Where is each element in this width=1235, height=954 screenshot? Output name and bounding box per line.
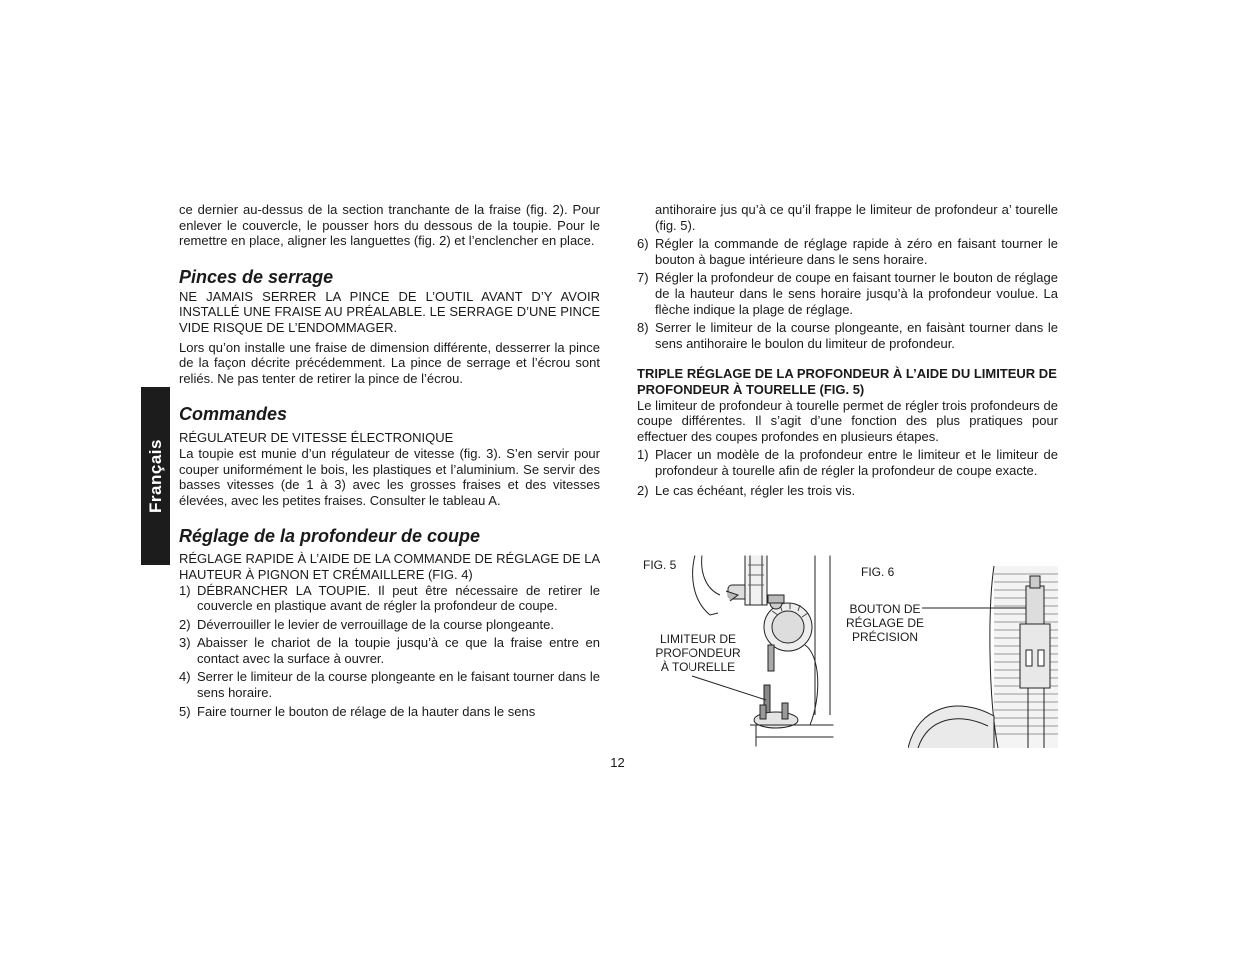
- language-tab: [141, 387, 170, 565]
- reglage-steps: [179, 583, 600, 720]
- list-item: 7) Régler la profondeur de coupe en faisant tourner le bouton de réglage de la hauteur dans le sens horaire jusqu’à la profondeur voulue. La flèche indique la plage de réglage.: [637, 270, 1058, 317]
- triple-body: Le limiteur de profondeur à tourelle permet de régler trois profondeurs de coupe différentes. Il s’agit d’une fonction des plus pratiques pour effectuer des coupes profondes en plusieurs étapes.: [637, 397, 1058, 444]
- list-item: 6) Régler la commande de réglage rapide à zéro en faisant tourner le bouton à bague intérieure dans le sens horaire.: [637, 236, 1058, 267]
- fig6-leader-line: [920, 600, 1030, 620]
- fig5-label: FIG. 5: [643, 558, 677, 572]
- triple-steps: [637, 447, 1058, 498]
- pinces-warning: NE JAMAIS SERRER LA PINCE DE L’OUTIL AVANT D’Y AVOIR INSTALLÉ UNE FRAISE AU PRÉALABLE. LE SERRAGE D’UNE PINCE VIDE RISQUE DE L’ENDOMMAGER.: [179, 288, 600, 335]
- list-item: 2) Déverrouiller le levier de verrouillage de la course plongeante.: [179, 616, 554, 632]
- language-tab-label: Français: [145, 439, 165, 513]
- left-column: [179, 202, 600, 719]
- fig5-leader-line: [690, 672, 770, 712]
- list-item: 1) DÉBRANCHER LA TOUPIE. Il peut être nécessaire de retirer le couvercle en plastique avant de régler la profondeur de coupe.: [179, 582, 600, 614]
- continuation-paragraph: antihoraire jus qu’à ce qu’il frappe le limiteur de profondeur a’ tourelle (fig. 5).: [655, 202, 1058, 233]
- list-item: 5) Faire tourner le bouton de rélage de la hauter dans le sens: [179, 703, 536, 719]
- fig6-callout: BOUTON DE RÉGLAGE DE PRÉCISION: [845, 602, 925, 644]
- commandes-heading: Commandes: [179, 404, 288, 425]
- pinces-body: Lors qu’on installe une fraise de dimension différente, desserrer la pince de la façon décrite précédemment. La pince de serrage et l’écrou sont reliés. Ne pas tenter de retirer la pince de l’écrou.: [179, 339, 600, 386]
- list-item: 8) Serrer le limiteur de la course plongeante, en faisànt tourner dans le sens antihoraire le boulon du limiteur de profondeur.: [637, 320, 1058, 351]
- commandes-subheading: RÉGULATEUR DE VITESSE ÉLECTRONIQUE: [179, 430, 454, 446]
- triple-heading: TRIPLE RÉGLAGE DE LA PROFONDEUR À L’AIDE DU LIMITEUR DE PROFONDEUR À TOURELLE (FIG. 5): [637, 366, 1057, 397]
- list-item: 2) Le cas échéant, régler les trois vis.: [637, 482, 856, 498]
- reglage-subheading: RÉGLAGE RAPIDE À L’AIDE DE LA COMMANDE DE RÉGLAGE DE LA HAUTEUR À PIGNON ET CRÉMAILLERE (FIG. 4): [179, 551, 600, 582]
- list-item: 3) Abaisser le chariot de la toupie jusqu’à ce que la fraise entre en contact avec la surface à ouvrer.: [179, 635, 600, 666]
- intro-paragraph: ce dernier au-dessus de la section tranchante de la fraise (fig. 2). Pour enlever le couvercle, le pousser hors du dessous de la toupie. Pour le remettre en place, aligner les languettes (fig. 2) et l’enclencher en place.: [179, 202, 600, 249]
- fig5-callout: LIMITEUR DE PROFONDEUR À TOURELLE: [655, 632, 741, 674]
- page-number: 12: [610, 755, 625, 770]
- continuation-steps: [637, 236, 1058, 351]
- fig5-router-illustration: [690, 555, 836, 748]
- reglage-heading: Réglage de la profondeur de coupe: [179, 526, 481, 547]
- fig6-router-illustration: [908, 566, 1058, 748]
- pinces-heading: Pinces de serrage: [179, 266, 334, 287]
- commandes-body: La toupie est munie d’un régulateur de vitesse (fig. 3). S’en servir pour couper uniformément le bois, les plastiques et l’aluminium. Se servir des basses vitesses (de 1 à 3) avec les grosses fraises et des vitesses élevées, avec les petites fraises. Consulter le tableau A.: [179, 445, 600, 508]
- fig6-label: FIG. 6: [861, 565, 895, 579]
- list-item: 4) Serrer le limiteur de la course plongeante en le faisant tourner dans le sens horaire.: [179, 669, 600, 701]
- list-item: 1) Placer un modèle de la profondeur entre le limiteur et le limiteur de profondeur à tourelle afin de régler la profondeur de coupe exacte.: [637, 447, 1058, 478]
- right-column: [637, 202, 1058, 498]
